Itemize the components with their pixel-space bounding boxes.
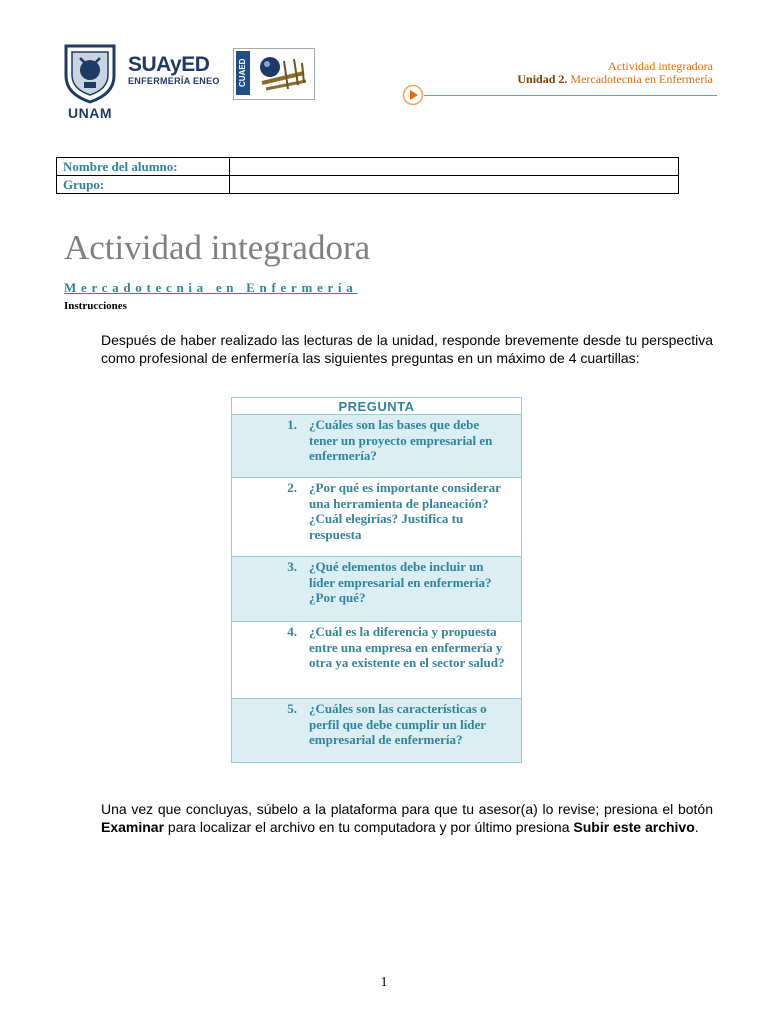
- instructions-heading: Instrucciones: [64, 300, 127, 312]
- student-group-row: [57, 176, 679, 194]
- question-number: 3.: [287, 559, 297, 574]
- questions-header-row: [232, 398, 522, 415]
- document-title: Actividad integradora: [64, 228, 371, 267]
- header-unit-topic: Mercadotecnia en Enfermería: [570, 72, 713, 86]
- questions-header: PREGUNTA: [232, 398, 522, 415]
- closing-text: Una vez que concluyas, súbelo a la plataforma para que tu asesor(a) lo revise; presiona el botón: [101, 801, 713, 817]
- question-text: ¿Cuáles son las características o perfil que debe cumplir un líder empresarial de enfermería?: [309, 701, 487, 747]
- examinar-keyword: Examinar: [101, 819, 165, 835]
- question-text: ¿Cuáles son las bases que debe tener un proyecto empresarial en enfermería?: [309, 417, 493, 463]
- document-subtitle: Mercadotecnia en Enfermería: [64, 280, 358, 295]
- suayed-logo-text: SUAyED: [128, 53, 210, 76]
- question-row: [232, 478, 522, 557]
- header-activity-title: Actividad integradora: [608, 59, 713, 73]
- question-row: [232, 557, 522, 622]
- unam-wordmark: UNAM: [68, 105, 112, 121]
- cuaed-logo: [233, 48, 315, 100]
- closing-text: para localizar el archivo en tu computadora y por último presiona: [164, 819, 574, 835]
- question-number: 1.: [287, 417, 297, 432]
- header-unit-prefix: Unidad 2.: [517, 72, 568, 86]
- question-row: [232, 699, 522, 763]
- suayed-logo: [128, 54, 224, 94]
- play-arrow-icon: [402, 84, 424, 106]
- question-row: [232, 415, 522, 478]
- student-info-table: [56, 157, 679, 194]
- page-number: 1: [380, 975, 388, 990]
- cuaed-logo-label: CUAED: [236, 51, 250, 95]
- question-row: [232, 622, 522, 699]
- question-text: ¿Por qué es importante considerar una herramienta de planeación? ¿Cuál elegirías? Justifica tu respuesta: [309, 480, 501, 542]
- question-text: ¿Cuál es la diferencia y propuesta entre una empresa en enfermería y otra ya existente en el sector salud?: [309, 624, 505, 670]
- student-name-field[interactable]: [230, 158, 679, 176]
- question-text: ¿Qué elementos debe incluir un líder empresarial en enfermería? ¿Por qué?: [309, 559, 492, 605]
- closing-paragraph: [101, 800, 713, 836]
- question-number: 2.: [287, 480, 297, 495]
- student-name-label: Nombre del alumno:: [57, 158, 230, 176]
- subir-archivo-keyword: Subir este archivo: [573, 819, 695, 835]
- cuaed-emblem-icon: [254, 53, 310, 95]
- header-divider: [424, 95, 717, 96]
- student-name-row: [57, 158, 679, 176]
- suayed-logo-subtext: ENFERMERÍA ENEO: [128, 76, 220, 86]
- questions-table: [231, 397, 522, 763]
- question-number: 5.: [287, 701, 297, 716]
- closing-text: .: [694, 819, 699, 835]
- header-unit-line: [517, 72, 713, 87]
- intro-paragraph: Después de haber realizado las lecturas de la unidad, responde brevemente desde tu perspectiva como profesional de enfermería las siguientes preguntas en un máximo de 4 cuartillas:: [101, 332, 713, 366]
- student-group-label: Grupo:: [57, 176, 230, 194]
- question-number: 4.: [287, 624, 297, 639]
- student-group-field[interactable]: [230, 176, 679, 194]
